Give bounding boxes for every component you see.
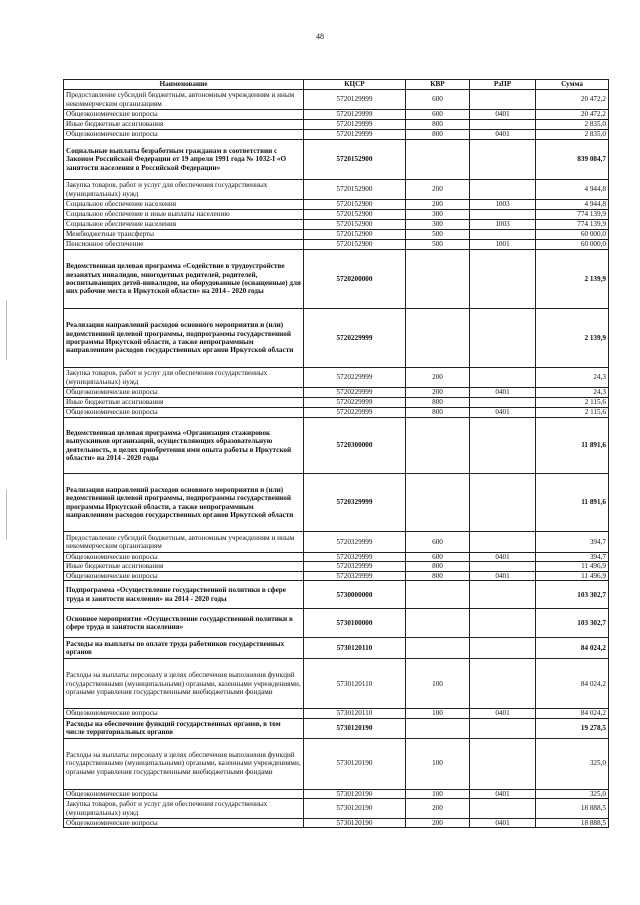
row-kcsr-cell: 5720129999 — [304, 90, 406, 110]
row-name-cell: Пенсионное обеспечение — [64, 240, 304, 250]
row-rzpr-cell — [470, 638, 536, 659]
row-kcsr-cell: 5720152900 — [304, 240, 406, 250]
row-kcsr-cell: 5720329999 — [304, 532, 406, 553]
row-sum-cell: 774 139,9 — [536, 220, 609, 230]
row-kcsr-cell: 5720229999 — [304, 408, 406, 418]
table-row — [64, 120, 609, 130]
row-sum-cell: 839 084,7 — [536, 140, 609, 180]
row-kcsr-cell: 5730120190 — [304, 819, 406, 828]
row-kvr-cell: 800 — [406, 562, 470, 571]
row-rzpr-cell: 0401 — [470, 819, 536, 828]
row-kcsr-cell: 5730120190 — [304, 738, 406, 789]
table-row — [64, 553, 609, 562]
row-sum-cell: 19 278,5 — [536, 718, 609, 738]
row-kcsr-cell: 5720229999 — [304, 398, 406, 408]
row-name-cell: Расходы на выплаты персоналу в целях обеспечения выполнения функций государственными (муниципальными) органами, казенными учреждениями, органами управления государственными внебюджетными фондами — [64, 738, 304, 789]
row-rzpr-cell: 0401 — [470, 110, 536, 120]
row-kvr-cell: 600 — [406, 90, 470, 110]
row-kvr-cell: 800 — [406, 408, 470, 418]
table-row — [64, 738, 609, 789]
row-kvr-cell: 500 — [406, 240, 470, 250]
row-name-cell: Иные бюджетные ассигнования — [64, 562, 304, 571]
table-row — [64, 220, 609, 230]
row-rzpr-cell — [470, 799, 536, 819]
row-kcsr-cell: 5720329999 — [304, 553, 406, 562]
row-kcsr-cell: 5720329999 — [304, 571, 406, 580]
row-rzpr-cell — [470, 718, 536, 738]
row-name-cell: Общеэкономические вопросы — [64, 789, 304, 798]
row-rzpr-cell — [470, 230, 536, 240]
page-number: 48 — [316, 32, 324, 41]
row-name-cell: Реализация направлений расходов основного мероприятия и (или) ведомственной целевой программы, подпрограммы государственной программы Иркутской области, а также непрограммным направлениям расходов государственных органов Иркутской области — [64, 309, 304, 368]
table-row — [64, 562, 609, 571]
row-sum-cell: 2 835,0 — [536, 130, 609, 140]
column-header-name: Наименование — [64, 80, 304, 90]
row-kcsr-cell: 5720129999 — [304, 110, 406, 120]
row-rzpr-cell: 1003 — [470, 200, 536, 210]
row-name-cell: Социальное обеспечение населения — [64, 200, 304, 210]
row-kcsr-cell: 5720329999 — [304, 562, 406, 571]
row-kvr-cell — [406, 638, 470, 659]
table-row — [64, 532, 609, 553]
row-kvr-cell: 200 — [406, 368, 470, 388]
row-kcsr-cell: 5730120190 — [304, 789, 406, 798]
row-sum-cell: 774 139,9 — [536, 210, 609, 220]
table-row — [64, 709, 609, 718]
row-sum-cell: 103 302,7 — [536, 581, 609, 609]
row-rzpr-cell — [470, 140, 536, 180]
row-rzpr-cell — [470, 90, 536, 110]
row-rzpr-cell — [470, 250, 536, 309]
column-header-rzpr: РзПР — [470, 80, 536, 90]
row-kvr-cell: 300 — [406, 210, 470, 220]
scan-artifact — [6, 300, 7, 360]
row-sum-cell: 394,7 — [536, 553, 609, 562]
row-sum-cell: 2 139,9 — [536, 309, 609, 368]
row-sum-cell: 84 024,2 — [536, 638, 609, 659]
row-name-cell: Основное мероприятие «Осуществление государственной политики в сфере труда и занятости населения» — [64, 609, 304, 638]
row-sum-cell: 11 891,6 — [536, 474, 609, 532]
row-rzpr-cell — [470, 562, 536, 571]
row-kvr-cell — [406, 609, 470, 638]
row-name-cell: Общеэкономические вопросы — [64, 571, 304, 580]
row-kvr-cell: 500 — [406, 230, 470, 240]
table-row — [64, 110, 609, 120]
row-name-cell: Социальные выплаты безработным гражданам в соответствии с Законом Российской Федерации от 19 апреля 1991 года № 1032-I «О занятости населения в Российской Федерации» — [64, 140, 304, 180]
row-rzpr-cell — [470, 738, 536, 789]
row-name-cell: Закупка товаров, работ и услуг для обеспечения государственных (муниципальных) нужд — [64, 368, 304, 388]
row-sum-cell: 4 944,8 — [536, 180, 609, 200]
table-row — [64, 638, 609, 659]
row-kcsr-cell: 5730000000 — [304, 581, 406, 609]
row-kcsr-cell: 5720152900 — [304, 230, 406, 240]
row-name-cell: Ведомственная целевая программа «Содействие в трудоустройстве незанятых инвалидов, многодетных родителей, родителей, воспитывающих детей-инвалидов, на оборудованные (оснащенные) для них рабочие места в Иркутской области» на 2014 - 2020 годы — [64, 250, 304, 309]
row-sum-cell: 24,3 — [536, 368, 609, 388]
row-sum-cell: 11 496,9 — [536, 571, 609, 580]
row-name-cell: Предоставление субсидий бюджетным, автономным учреждениям и иным некоммерческим организациям — [64, 90, 304, 110]
row-kcsr-cell: 5720152900 — [304, 220, 406, 230]
row-sum-cell: 20 472,2 — [536, 90, 609, 110]
table-row — [64, 388, 609, 398]
row-rzpr-cell — [470, 659, 536, 709]
table-row — [64, 210, 609, 220]
row-kvr-cell: 200 — [406, 819, 470, 828]
row-rzpr-cell — [470, 368, 536, 388]
row-rzpr-cell — [470, 398, 536, 408]
row-kvr-cell: 100 — [406, 709, 470, 718]
row-name-cell: Общеэкономические вопросы — [64, 110, 304, 120]
table-row — [64, 200, 609, 210]
row-kcsr-cell: 5730120190 — [304, 718, 406, 738]
table-row — [64, 180, 609, 200]
row-name-cell: Социальное обеспечение и иные выплаты населению — [64, 210, 304, 220]
table-row — [64, 398, 609, 408]
table-row — [64, 799, 609, 819]
row-name-cell: Общеэкономические вопросы — [64, 388, 304, 398]
table-body — [64, 90, 609, 828]
row-name-cell: Предоставление субсидий бюджетным, автономным учреждениям и иным некоммерческим организациям — [64, 532, 304, 553]
row-kvr-cell: 100 — [406, 738, 470, 789]
row-sum-cell: 325,0 — [536, 738, 609, 789]
row-kvr-cell: 800 — [406, 130, 470, 140]
row-sum-cell: 394,7 — [536, 532, 609, 553]
row-sum-cell: 18 888,5 — [536, 799, 609, 819]
row-rzpr-cell — [470, 210, 536, 220]
table-row — [64, 408, 609, 418]
row-kcsr-cell: 5720152900 — [304, 210, 406, 220]
row-rzpr-cell: 1003 — [470, 220, 536, 230]
row-name-cell: Общеэкономические вопросы — [64, 709, 304, 718]
row-name-cell: Общеэкономические вопросы — [64, 408, 304, 418]
scan-artifact — [6, 490, 7, 540]
table-row — [64, 418, 609, 474]
row-kvr-cell — [406, 581, 470, 609]
budget-table — [63, 79, 609, 828]
row-rzpr-cell: 0401 — [470, 553, 536, 562]
table-row — [64, 140, 609, 180]
row-name-cell: Ведомственная целевая программа «Организация стажировок выпускников организаций, осуществляющих образовательную деятельность, в целях приобретения ими опыта работы в Иркутской области» на 2014 - 2020 годы — [64, 418, 304, 474]
row-name-cell: Реализация направлений расходов основного мероприятия и (или) ведомственной целевой программы, подпрограммы государственной программы Иркутской области, а также непрограммным направлениям расходов государственных органов Иркутской области — [64, 474, 304, 532]
row-name-cell: Общеэкономические вопросы — [64, 130, 304, 140]
row-kcsr-cell: 5720229999 — [304, 368, 406, 388]
row-kcsr-cell: 5720329999 — [304, 474, 406, 532]
row-sum-cell: 4 944,8 — [536, 200, 609, 210]
row-kvr-cell: 600 — [406, 553, 470, 562]
row-rzpr-cell — [470, 474, 536, 532]
row-kcsr-cell: 5730120110 — [304, 709, 406, 718]
row-name-cell: Подпрограмма «Осуществление государственной политики в сфере труда и занятости населения» на 2014 - 2020 годы — [64, 581, 304, 609]
row-name-cell: Расходы на выплаты персоналу в целях обеспечения выполнения функций государственными (муниципальными) органами, казенными учреждениями, органами управления государственными внебюджетными фондами — [64, 659, 304, 709]
row-name-cell: Расходы на выплаты по оплате труда работников государственных органов — [64, 638, 304, 659]
row-kvr-cell: 200 — [406, 180, 470, 200]
row-sum-cell: 84 024,2 — [536, 709, 609, 718]
column-header-kvr: КВР — [406, 80, 470, 90]
row-kvr-cell: 600 — [406, 110, 470, 120]
row-name-cell: Расходы на обеспечение функций государственных органов, в том числе территориальных органов — [64, 718, 304, 738]
row-name-cell: Иные бюджетные ассигнования — [64, 120, 304, 130]
row-kvr-cell: 800 — [406, 398, 470, 408]
row-kcsr-cell: 5720229999 — [304, 309, 406, 368]
row-kcsr-cell: 5720129999 — [304, 130, 406, 140]
row-kcsr-cell: 5720152900 — [304, 180, 406, 200]
row-kcsr-cell: 5730120110 — [304, 638, 406, 659]
row-kvr-cell: 100 — [406, 789, 470, 798]
table-row — [64, 240, 609, 250]
row-kcsr-cell: 5730100000 — [304, 609, 406, 638]
table-row — [64, 581, 609, 609]
row-sum-cell: 20 472,2 — [536, 110, 609, 120]
table-row — [64, 309, 609, 368]
row-rzpr-cell: 0401 — [470, 388, 536, 398]
row-kvr-cell — [406, 140, 470, 180]
row-sum-cell: 60 000,0 — [536, 230, 609, 240]
row-sum-cell: 11 891,6 — [536, 418, 609, 474]
row-name-cell: Закупка товаров, работ и услуг для обеспечения государственных (муниципальных) нужд — [64, 180, 304, 200]
row-kcsr-cell: 5730120190 — [304, 799, 406, 819]
row-name-cell: Социальное обеспечение населения — [64, 220, 304, 230]
row-kcsr-cell: 5720129999 — [304, 120, 406, 130]
row-sum-cell: 325,0 — [536, 789, 609, 798]
row-kvr-cell — [406, 718, 470, 738]
row-rzpr-cell: 0401 — [470, 571, 536, 580]
table-header-row — [64, 80, 609, 90]
table-row — [64, 130, 609, 140]
row-name-cell: Закупка товаров, работ и услуг для обеспечения государственных (муниципальных) нужд — [64, 799, 304, 819]
row-kvr-cell: 300 — [406, 220, 470, 230]
table-row — [64, 571, 609, 580]
row-kvr-cell: 100 — [406, 659, 470, 709]
table-row — [64, 789, 609, 798]
column-header-sum: Сумма — [536, 80, 609, 90]
row-rzpr-cell — [470, 120, 536, 130]
table-row — [64, 659, 609, 709]
row-name-cell: Межбюджетные трансферты — [64, 230, 304, 240]
table-row — [64, 819, 609, 828]
row-rzpr-cell — [470, 180, 536, 200]
table-row — [64, 718, 609, 738]
row-sum-cell: 60 000,0 — [536, 240, 609, 250]
row-kvr-cell — [406, 418, 470, 474]
row-sum-cell: 103 302,7 — [536, 609, 609, 638]
row-rzpr-cell — [470, 609, 536, 638]
row-rzpr-cell — [470, 309, 536, 368]
row-kvr-cell — [406, 474, 470, 532]
table-row — [64, 250, 609, 309]
row-sum-cell: 2 115,6 — [536, 408, 609, 418]
row-rzpr-cell — [470, 418, 536, 474]
row-kcsr-cell: 5720200000 — [304, 250, 406, 309]
row-sum-cell: 18 888,5 — [536, 819, 609, 828]
row-kcsr-cell: 5720152900 — [304, 140, 406, 180]
row-name-cell: Иные бюджетные ассигнования — [64, 398, 304, 408]
row-rzpr-cell: 0401 — [470, 408, 536, 418]
row-sum-cell: 84 024,2 — [536, 659, 609, 709]
row-rzpr-cell: 0401 — [470, 709, 536, 718]
row-kcsr-cell: 5720229999 — [304, 388, 406, 398]
row-name-cell: Общеэкономические вопросы — [64, 819, 304, 828]
row-sum-cell: 2 115,6 — [536, 398, 609, 408]
table-row — [64, 230, 609, 240]
table-row — [64, 474, 609, 532]
column-header-kcsr: КЦСР — [304, 80, 406, 90]
row-name-cell: Общеэкономические вопросы — [64, 553, 304, 562]
row-sum-cell: 2 139,9 — [536, 250, 609, 309]
row-kvr-cell — [406, 250, 470, 309]
row-rzpr-cell: 0401 — [470, 789, 536, 798]
row-sum-cell: 24,3 — [536, 388, 609, 398]
row-kcsr-cell: 5720300000 — [304, 418, 406, 474]
row-kcsr-cell: 5730120110 — [304, 659, 406, 709]
row-sum-cell: 2 835,0 — [536, 120, 609, 130]
table-row — [64, 609, 609, 638]
row-rzpr-cell — [470, 532, 536, 553]
row-kvr-cell: 800 — [406, 120, 470, 130]
row-kvr-cell: 600 — [406, 532, 470, 553]
table-row — [64, 90, 609, 110]
row-rzpr-cell: 0401 — [470, 130, 536, 140]
table-row — [64, 368, 609, 388]
row-kvr-cell: 200 — [406, 200, 470, 210]
row-kcsr-cell: 5720152900 — [304, 200, 406, 210]
row-rzpr-cell — [470, 581, 536, 609]
row-kvr-cell: 200 — [406, 388, 470, 398]
row-kvr-cell: 800 — [406, 571, 470, 580]
row-kvr-cell: 200 — [406, 799, 470, 819]
row-kvr-cell — [406, 309, 470, 368]
row-sum-cell: 11 496,9 — [536, 562, 609, 571]
row-rzpr-cell: 1001 — [470, 240, 536, 250]
